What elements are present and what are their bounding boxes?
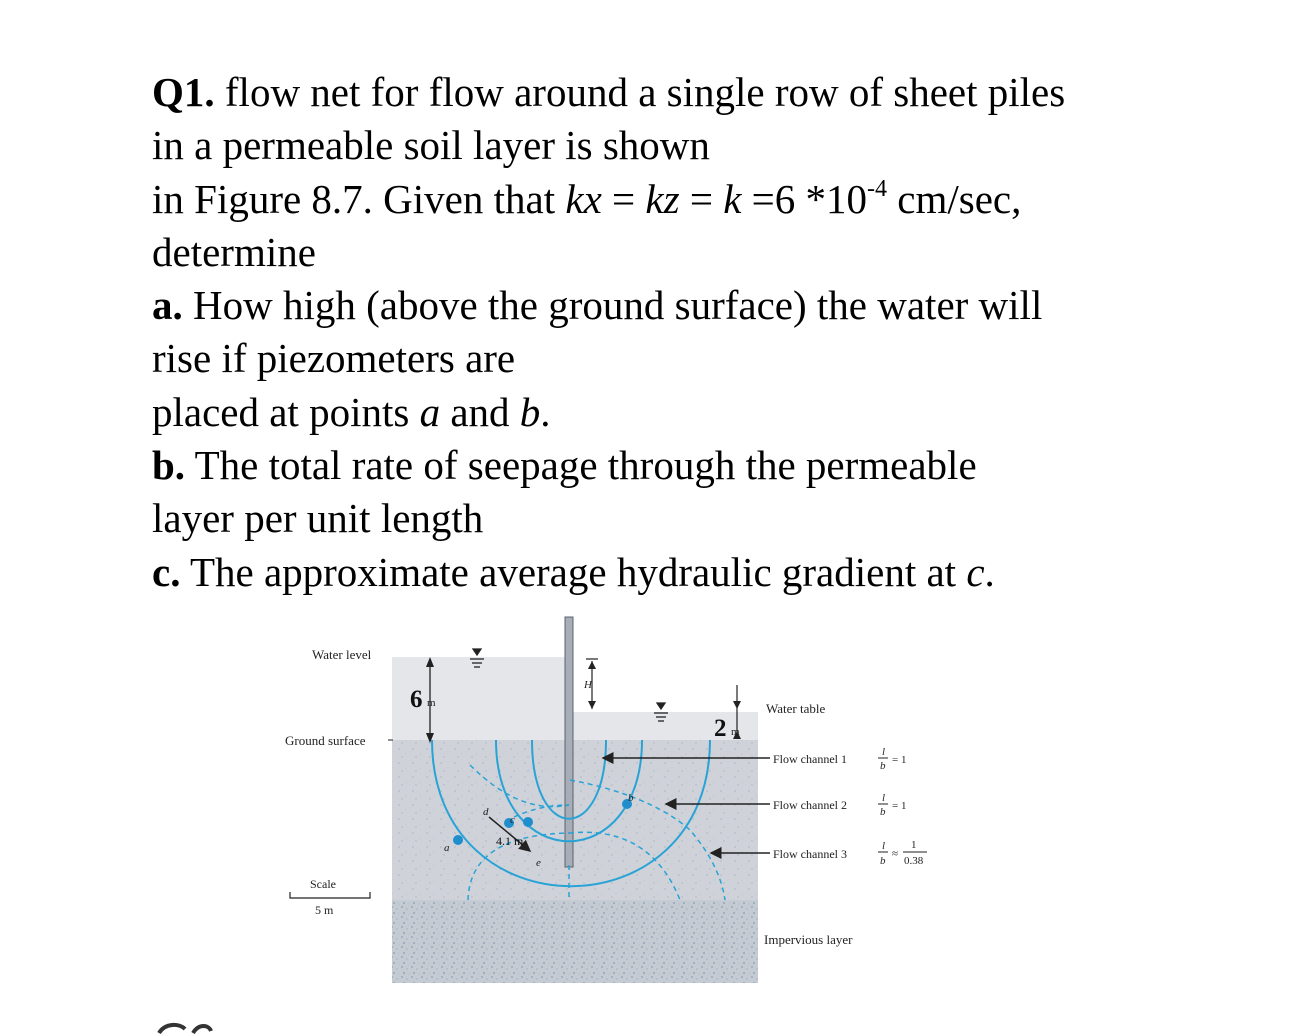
k-symbol: k — [723, 175, 742, 222]
dist-41-label: 4.1 m — [496, 834, 524, 848]
flow-channel-3-label: Flow channel 3 — [773, 847, 847, 861]
water-table-label: Water table — [766, 701, 826, 716]
k-value: =6 *10 — [741, 175, 868, 222]
ratio-1-eq: = 1 — [892, 754, 907, 766]
question-line-3 — [152, 173, 1252, 226]
part-a-point-b: b — [519, 388, 541, 435]
question-line-4: determine — [152, 228, 316, 275]
point-c-dot-2 — [523, 817, 533, 827]
next-question-cut-glyph — [155, 1021, 215, 1035]
flow-channel-2-label: Flow channel 2 — [773, 798, 847, 812]
k-exponent: -4 — [867, 175, 888, 202]
part-c-text: The approximate average hydraulic gradient at — [189, 548, 967, 595]
part-a-point-a: a — [419, 388, 441, 435]
ratio-1-b: b — [880, 760, 886, 772]
point-a-dot — [453, 835, 463, 845]
ratio-3-approx: ≈ — [892, 848, 899, 860]
dim-2m-arrow-down — [733, 701, 741, 709]
point-b-label: b — [628, 792, 634, 804]
question-line-1 — [152, 66, 1252, 119]
ratio-2-b: b — [880, 806, 886, 818]
scale-value: 5 m — [315, 903, 334, 917]
point-a-label: a — [444, 842, 450, 854]
part-a-label: a. — [152, 282, 183, 329]
k-unit: cm/sec, — [887, 175, 1022, 222]
eq-1: = — [601, 175, 646, 222]
dim-h-arrow-up — [588, 661, 596, 669]
question-text — [152, 66, 1252, 599]
line3-pre: in Figure 8.7. Given that — [152, 175, 566, 222]
head-2-value: 2 — [714, 715, 727, 742]
part-a-line-1 — [152, 279, 1252, 332]
water-level-label: Water level — [312, 647, 372, 662]
soil-texture — [392, 740, 758, 900]
ratio-2-eq: = 1 — [892, 800, 907, 812]
part-b-line-2: layer per unit length — [152, 495, 484, 542]
question-label: Q1. — [152, 69, 215, 115]
dim-h-arrow-down — [588, 701, 596, 709]
part-c-label: c. — [152, 548, 181, 595]
question-line-1-text: flow net for flow around a single row of sheet piles — [224, 69, 1066, 115]
ratio-3-l: l — [882, 840, 886, 852]
part-a-line-2: rise if piezometers are — [152, 335, 516, 382]
part-c-point: c — [966, 548, 985, 595]
point-e-label: e — [536, 857, 541, 869]
impervious-texture — [392, 900, 758, 983]
sheet-pile — [565, 617, 573, 867]
part-b-text-1: The total rate of seepage through the permeable — [194, 442, 977, 489]
part-a-line-3 — [152, 386, 1252, 439]
flow-channel-1-label: Flow channel 1 — [773, 752, 847, 766]
ratio-3-b: b — [880, 855, 886, 867]
ratio-1-l: l — [882, 746, 886, 758]
part-b-line-1 — [152, 439, 1252, 492]
ratio-3-one: 1 — [911, 839, 917, 851]
part-a-pre: placed at points — [152, 388, 420, 435]
part-a-end: . — [540, 388, 551, 435]
part-c-line-1 — [152, 546, 1252, 599]
part-a-text-1: How high (above the ground surface) the water will — [193, 282, 1043, 329]
flow-net-figure — [270, 605, 970, 995]
point-c-label: c — [510, 814, 515, 826]
head-6-value: 6 — [410, 686, 423, 713]
kx-symbol: kx — [565, 175, 602, 222]
scale-label: Scale — [310, 877, 336, 891]
h-label: H — [584, 679, 592, 691]
part-b-label: b. — [152, 442, 186, 489]
eq-2: = — [679, 175, 724, 222]
ratio-3-038: 0.38 — [904, 855, 924, 867]
question-line-2: in a permeable soil layer is shown — [152, 122, 710, 169]
impervious-layer-label: Impervious layer — [764, 932, 853, 947]
ground-surface-label: Ground surface — [285, 733, 366, 748]
point-d-label: d — [483, 806, 489, 818]
head-6-unit: m — [427, 697, 436, 709]
kz-symbol: kz — [645, 175, 680, 222]
part-c-end: . — [984, 548, 995, 595]
head-2-unit: m — [731, 726, 740, 738]
ratio-2-l: l — [882, 792, 886, 804]
scale-bar — [290, 892, 370, 898]
part-a-and: and — [440, 388, 520, 435]
